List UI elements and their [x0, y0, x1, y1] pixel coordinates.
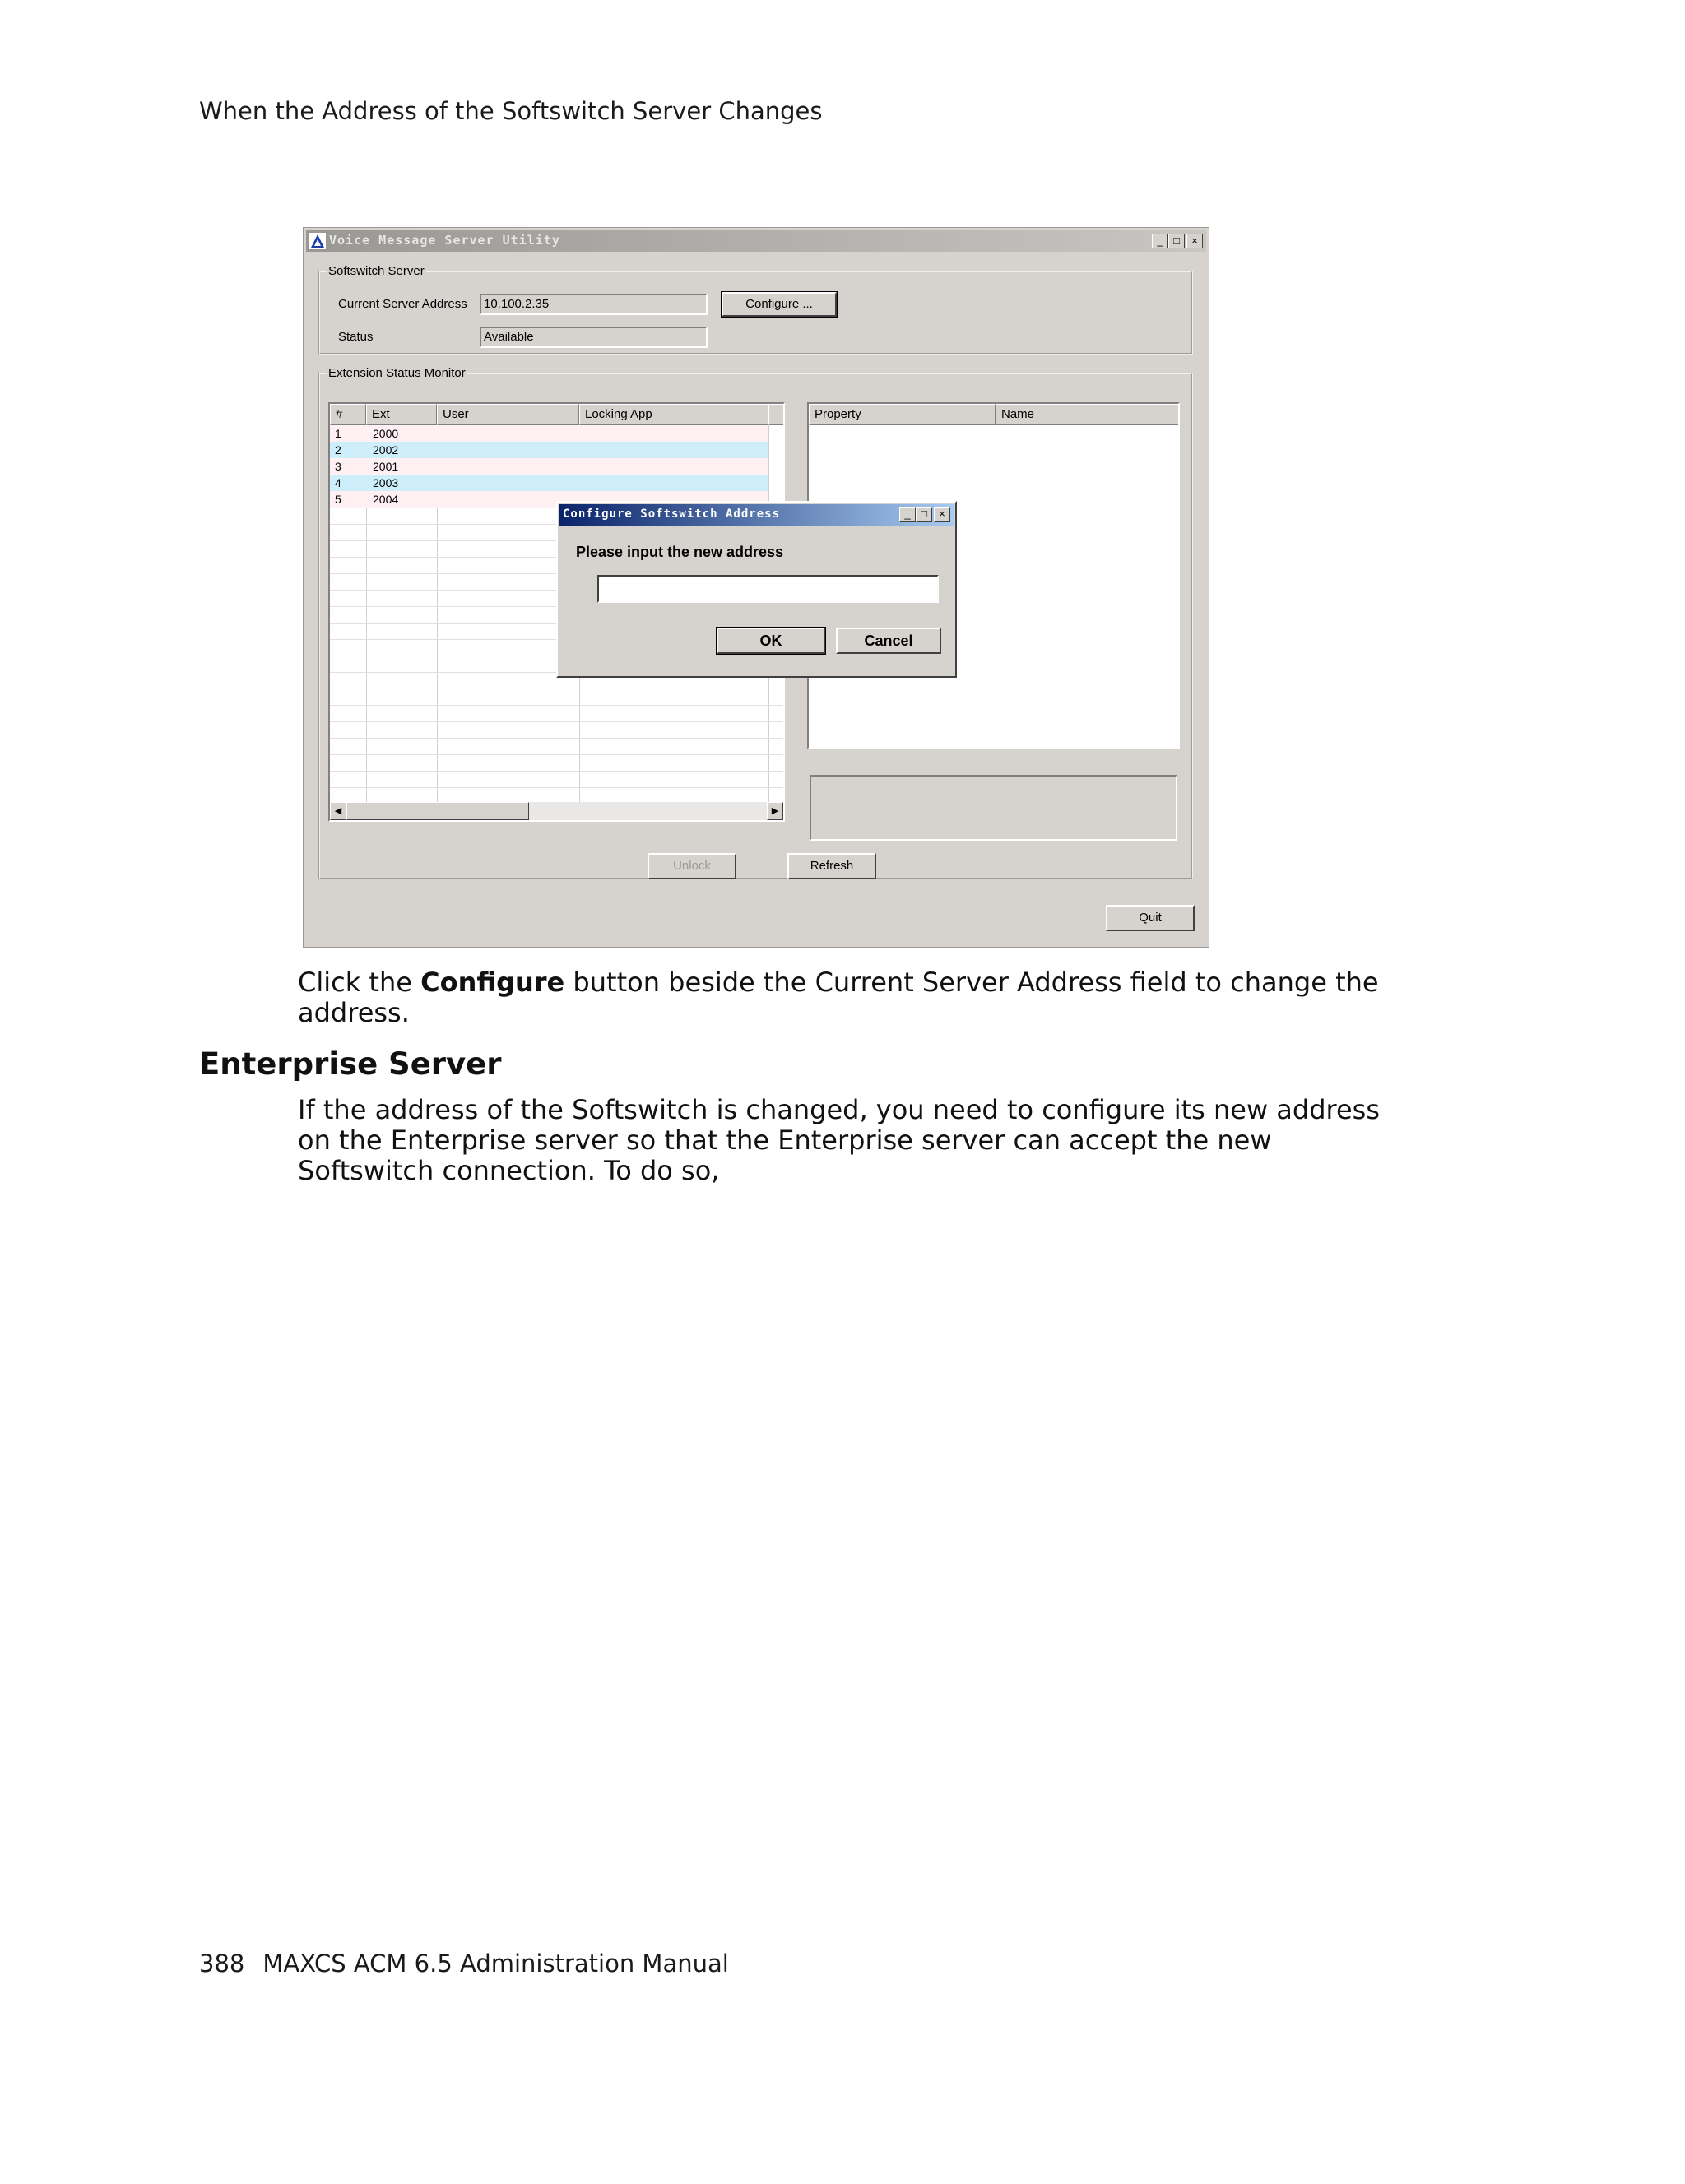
- row-ext: 2003: [373, 476, 399, 489]
- grid-line: [330, 754, 783, 755]
- caption: [298, 967, 1392, 1028]
- grid-line: [330, 738, 783, 739]
- scroll-left-icon[interactable]: ◀: [330, 802, 346, 820]
- refresh-button[interactable]: Refresh: [787, 853, 876, 879]
- column-header-user[interactable]: User: [437, 404, 579, 425]
- row-ext: 2000: [373, 427, 399, 440]
- close-icon[interactable]: ×: [1186, 234, 1203, 248]
- column-header-ext[interactable]: Ext: [366, 404, 437, 425]
- cancel-button[interactable]: Cancel: [836, 628, 941, 654]
- window-titlebar: [306, 230, 1206, 252]
- dialog-minimize-icon[interactable]: _: [899, 507, 916, 522]
- row-ext: 2002: [373, 443, 399, 457]
- softswitch-server-legend: Softswitch Server: [328, 264, 425, 278]
- horizontal-scrollbar[interactable]: [330, 802, 783, 820]
- footer-title: MAXCS ACM 6.5 Administration Manual: [262, 1950, 729, 1978]
- row-ext: 2001: [373, 460, 399, 473]
- grid-line: [330, 787, 783, 788]
- quit-button[interactable]: Quit: [1106, 905, 1195, 931]
- dialog-title: Configure Softswitch Address: [563, 508, 781, 521]
- scroll-thumb[interactable]: [346, 802, 529, 820]
- status-label: Status: [338, 330, 374, 344]
- status-field: Available: [480, 327, 708, 348]
- column-header-locking-app[interactable]: Locking App: [579, 404, 768, 425]
- page-number: 388: [199, 1950, 245, 1978]
- grid-line: [330, 721, 783, 722]
- running-head: When the Address of the Softswitch Server Changes: [199, 97, 823, 125]
- app-logo-icon: [309, 233, 326, 249]
- column-header-name[interactable]: Name: [996, 404, 1180, 425]
- new-address-input[interactable]: [597, 575, 939, 603]
- table-row[interactable]: [330, 458, 768, 475]
- grid-line: [330, 705, 783, 706]
- dialog-close-icon[interactable]: ×: [934, 507, 950, 522]
- unlock-button[interactable]: Unlock: [648, 853, 736, 879]
- window-title: Voice Message Server Utility: [329, 233, 560, 248]
- body-paragraph: If the address of the Softswitch is changed, you need to configure its new address on the Enterprise server so that the Enterprise server can accept the new Softswitch connection. To do so,: [298, 1094, 1381, 1186]
- row-number: 5: [335, 493, 341, 506]
- maximize-icon[interactable]: □: [1168, 234, 1185, 248]
- dialog-titlebar: [559, 504, 954, 526]
- dialog-prompt: Please input the new address: [576, 544, 784, 560]
- footer: [199, 1950, 729, 1978]
- table-row[interactable]: [330, 442, 768, 458]
- caption-text-end: button beside the Current Server Address field to change the address.: [298, 967, 1379, 1028]
- table-row[interactable]: [330, 475, 768, 491]
- caption-text: Click the: [298, 967, 421, 998]
- configure-softswitch-dialog: [556, 501, 957, 678]
- row-ext: 2004: [373, 493, 399, 506]
- column-header-filler: [768, 404, 785, 425]
- grid-line: [330, 771, 783, 772]
- current-server-address-label: Current Server Address: [338, 297, 467, 311]
- table-row[interactable]: [330, 425, 768, 442]
- row-number: 4: [335, 476, 341, 489]
- row-number: 1: [335, 427, 341, 440]
- scroll-right-icon[interactable]: ▶: [767, 802, 783, 820]
- minimize-icon[interactable]: _: [1152, 234, 1168, 248]
- row-number: 2: [335, 443, 341, 457]
- dialog-maximize-icon[interactable]: □: [916, 507, 932, 522]
- section-title: Enterprise Server: [199, 1046, 502, 1082]
- voice-message-server-window: [303, 227, 1209, 948]
- column-header-number[interactable]: #: [330, 404, 366, 425]
- caption-bold: Configure: [420, 967, 565, 998]
- property-details-panel: [810, 775, 1177, 841]
- configure-button[interactable]: Configure ...: [722, 292, 837, 317]
- ok-button[interactable]: OK: [717, 628, 825, 654]
- row-number: 3: [335, 460, 341, 473]
- column-header-property[interactable]: Property: [809, 404, 996, 425]
- current-server-address-field[interactable]: 10.100.2.35: [480, 294, 708, 315]
- extension-status-monitor-legend: Extension Status Monitor: [328, 366, 466, 380]
